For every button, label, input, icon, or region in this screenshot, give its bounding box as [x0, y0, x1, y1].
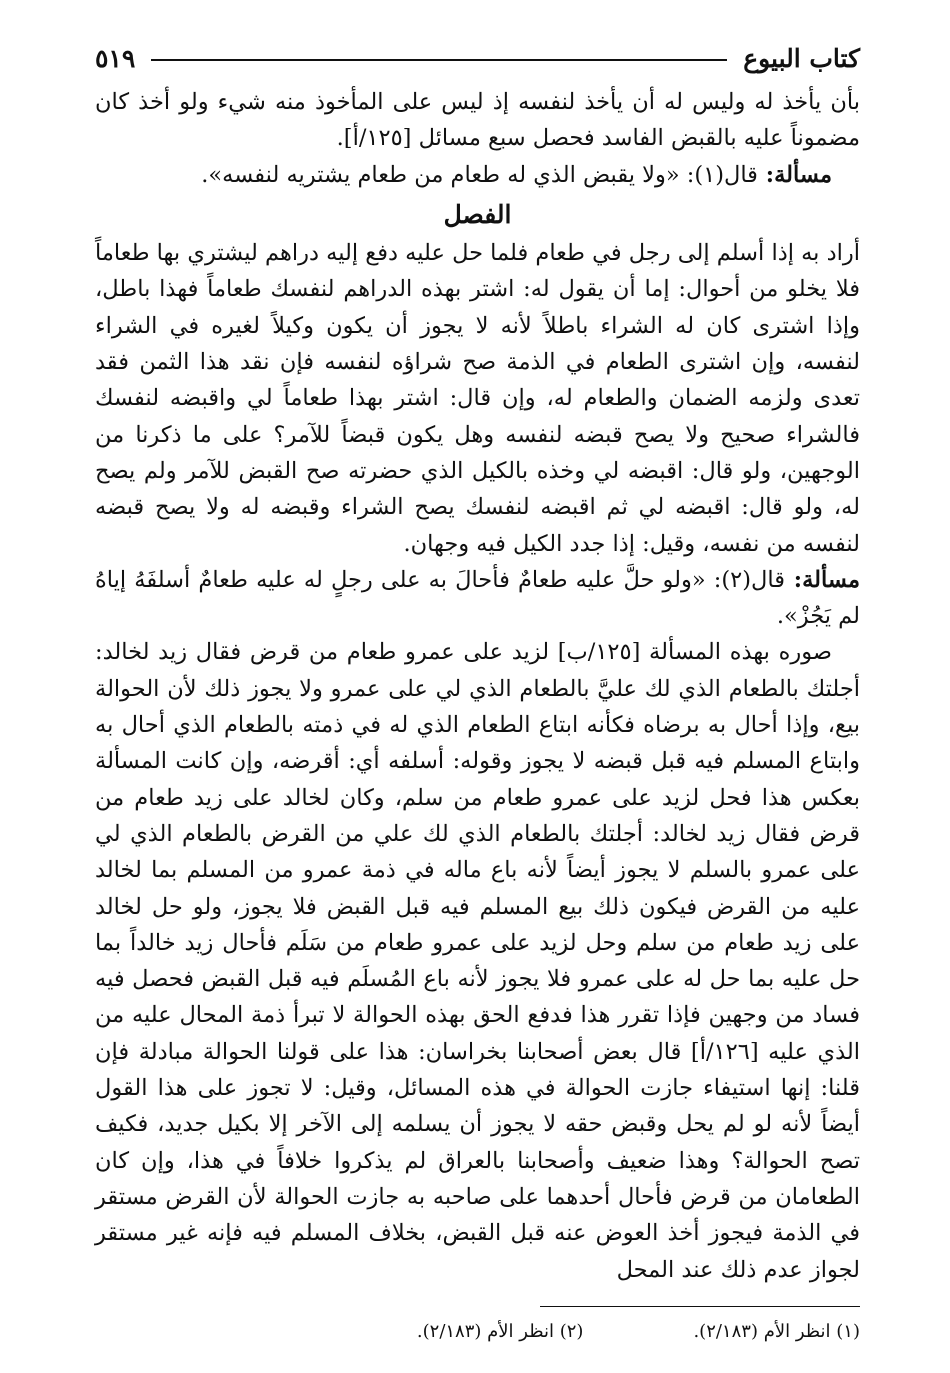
paragraph-text: قال(٢): «ولو حلَّ عليه طعامٌ فأحالَ به على رجلٍ له عليه طعامٌ أسلفَهُ إياهُ لم يَجُزْ». [95, 566, 860, 630]
paragraph [95, 562, 860, 635]
footnote-rule [540, 1306, 860, 1307]
footnote: (٢) انظر الأم (٢/١٨٣). [416, 1320, 584, 1342]
paragraph-text: قال(١): «ولا يقبض الذي له طعام من طعام يشتريه لنفسه». [201, 161, 758, 188]
book-title: كتاب البيوع [743, 43, 860, 73]
paragraph [95, 84, 860, 157]
main-text [95, 84, 860, 1288]
footnotes [95, 1319, 860, 1345]
paragraph-text: صوره بهذه المسألة [١٢٥/ب] لزيد على عمرو طعام من قرض فقال زيد لخالد: أجلتك بالطعام الذي لك عليَّ بالطعام الذي لي على عمرو ولا يجوز ذلك لأن الحوالة بيع، وإذا أحال به برضاه فكأنه ابتاع الطعام الذي له في ذمته بالطعام الذي أحال به وابتاع المسلم فيه قبل قبضه لا يجوز وقوله: أسلفه أي: أقرضه، وإن كانت المسألة بعكس هذا فحل لزيد على عمرو طعام من سلم، وكان لخالد على زيد طعام من قرض فقال زيد لخالد: أجلتك بالطعام الذي لك علي من القرض بالطعام الذي لي على عمرو بالسلم لا يجوز أيضاً لأنه باع ماله في ذمة عمرو من المسلم بما لخالد عليه من القرض فيكون ذلك بيع المسلم فيه قبل القبض فلا يجوز، ولو حل لخالد على زيد طعام من سلم وحل لزيد على عمرو طعام من سَلَم فأحال زيد خالداً بما حل عليه بما حل له على عمرو فلا يجوز لأنه باع المُسلَم فيه قبل القبض فحصل فيه فساد من وجهين فإذا تقرر هذا فدفع الحق بهذه الحوالة لا تبرأ ذمة المحال عليه من الذي عليه [١٢٦/أ] قال بعض أصحابنا بخراسان: هذا على قولنا الحوالة مبادلة فإن قلنا: إنها استيفاء جازت الحوالة في هذه المسائل، وقيل: لا تجوز على هذا القول أيضاً لأنه لو لم يحل وقبض حقه لا يجوز أن يسلمه إلى الآخر إلا بكيل جديد، فكيف تصح الحوالة؟ وهذا ضعيف وأصحابنا بالعراق لم يذكروا خلافاً في هذا، وإن كان الطعامان من قرض فأحال أحدهما على صاحبه به جازت الحوالة لأن القرض مستقر في الذمة فيجوز أخذ العوض عنه قبل القبض، بخلاف المسلم فيه فإنه غير مستقر لجواز عدم ذلك عند المحل [95, 639, 860, 1283]
paragraph-text: بأن يأخذ له وليس له أن يأخذ لنفسه إذ ليس على المأخوذ منه شيء ولو أخذ كان مضموناً عليه بالقبض الفاسد فحصل سبع مسائل [١٢٥/أ]. [95, 89, 860, 152]
paragraph [95, 157, 860, 193]
page-number: ٥١٩ [95, 43, 136, 73]
paragraph [95, 235, 860, 562]
paragraph-text: أراد به إذا أسلم إلى رجل في طعام فلما حل عليه دفع إليه دراهم ليشتري بها طعاماً فلا يخلو من أحوال: إما أن يقول له: اشتر بهذه الدراهم لنفسك طعاماً فهذا باطل، وإذا اشترى كان له الشراء باطلاً لأنه لا يجوز أن يكون وكيلاً لغيره في الشراء لنفسه، وإن اشترى الطعام في الذمة صح شراؤه لنفسه فإن نقد هذا الثمن فقد تعدى ولزمه الضمان والطعام له، وإن قال: اشتر بهذا طعاماً لي واقبضه لنفسك فالشراء صحيح ولا يصح قبضه لنفسه وهل يكون قبضاً للآمر؟ على ما ذكرنا من الوجهين، ولو قال: اقبضه لي وخذه بالكيل الذي حضرته صح القبض للآمر ولم يصح له، ولو قال: اقبضه لي ثم اقبضه لنفسك يصح الشراء وقبضه له ولا يصح قبضه لنفسه من نفسه، وقيل: إذا جدد الكيل فيه وجهان. [95, 240, 860, 557]
page-header [95, 36, 860, 80]
masala-label: مسألة: [757, 161, 832, 188]
header-rule [151, 59, 727, 61]
section-heading: الفصل [443, 199, 512, 229]
footnote: (١) انظر الأم (٢/١٨٣). [693, 1320, 860, 1342]
paragraph [95, 634, 860, 1287]
masala-label: مسألة: [784, 566, 860, 593]
